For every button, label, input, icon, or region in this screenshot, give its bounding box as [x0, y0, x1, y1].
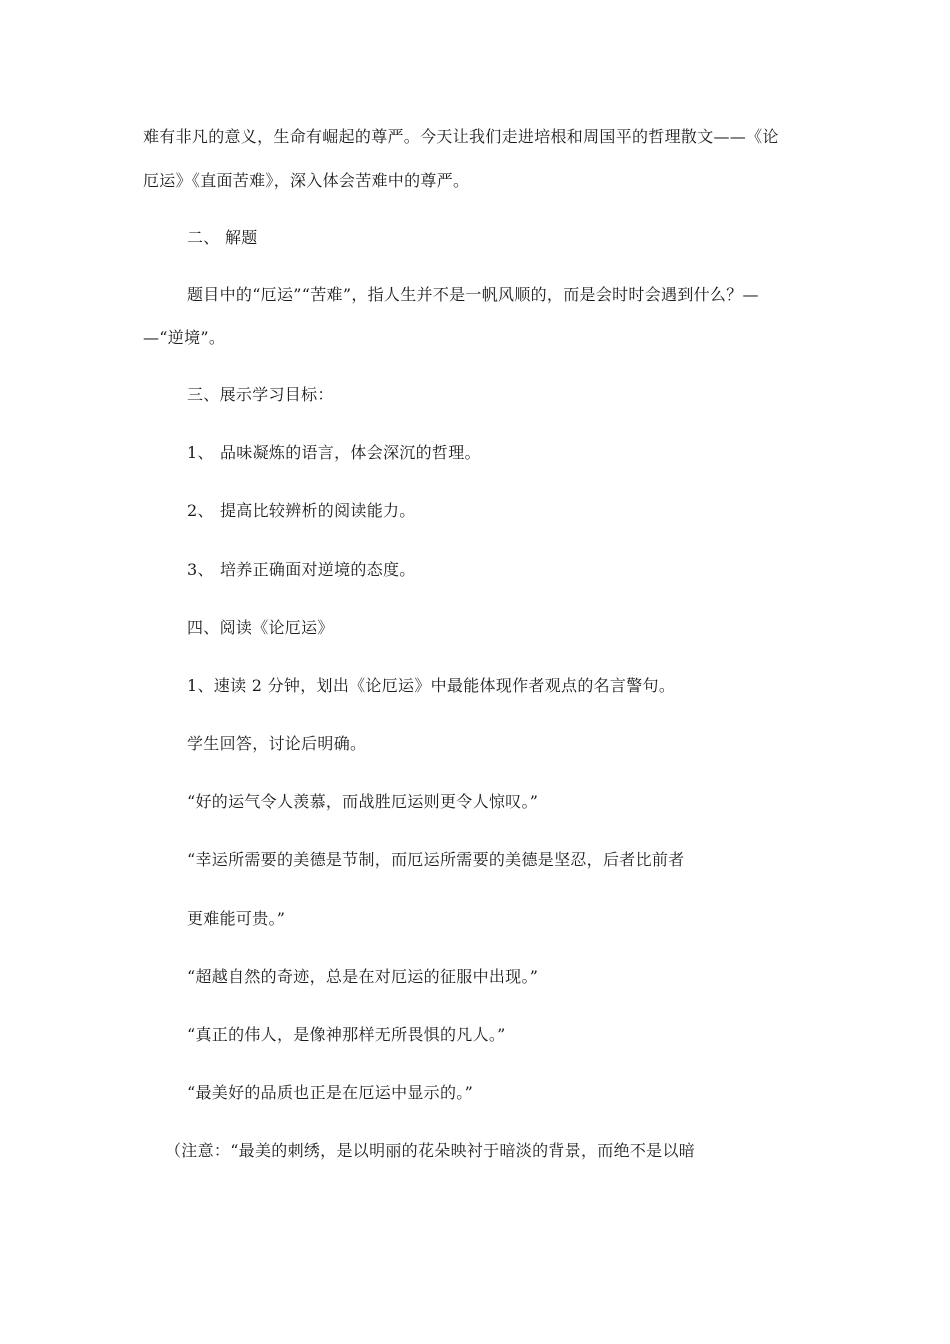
goal-text: 品味凝炼的语言，体会深沉的哲理。 [220, 443, 481, 462]
goal-item [187, 560, 416, 580]
goal-text: 培养正确面对逆境的态度。 [220, 560, 416, 579]
quote-line: “最美好的品质也正是在厄运中显示的。” [187, 1083, 474, 1102]
section-heading-jieti: 二、 解题 [187, 228, 258, 247]
quote-line: “好的运气令人羡慕，而战胜厄运则更令人惊叹。” [187, 792, 539, 811]
quote-line: “幸运所需要的美德是节制，而厄运所需要的美德是坚忍，后者比前者 [187, 850, 685, 869]
quote-line: “超越自然的奇迹，总是在对厄运的征服中出现。” [187, 967, 539, 986]
goal-number: 3、 [187, 560, 214, 579]
section-heading-goals: 三、展示学习目标： [187, 385, 334, 404]
quote-line: “真正的伟人，是像神那样无所畏惧的凡人。” [187, 1025, 506, 1044]
goal-number: 2、 [187, 501, 214, 520]
reading-task: 1、速读 2 分钟，划出《论厄运》中最能体现作者观点的名言警句。 [187, 676, 676, 695]
goal-item [187, 501, 416, 521]
section-heading-reading: 四、阅读《论厄运》 [187, 618, 334, 637]
quote-line: 更难能可贵。” [187, 909, 286, 928]
jieti-paragraph-line-1: 题目中的“厄运”“苦难”，指人生并不是一帆风顺的，而是会时时会遇到什么？— [187, 285, 759, 304]
note-line: （注意：“最美的刺绣，是以明丽的花朵映衬于暗淡的背景，而绝不是以暗 [165, 1141, 696, 1160]
intro-paragraph-line-1: 难有非凡的意义，生命有崛起的尊严。今天让我们走进培根和周国平的哲理散文——《论 [143, 127, 779, 146]
intro-paragraph-line-2: 厄运》《直面苦难》，深入体会苦难中的尊严。 [143, 171, 470, 190]
student-answer-note: 学生回答，讨论后明确。 [187, 734, 367, 753]
goal-text: 提高比较辨析的阅读能力。 [220, 501, 416, 520]
goal-item [187, 443, 481, 463]
goal-number: 1、 [187, 443, 214, 462]
jieti-paragraph-line-2: —“逆境”。 [143, 328, 226, 347]
